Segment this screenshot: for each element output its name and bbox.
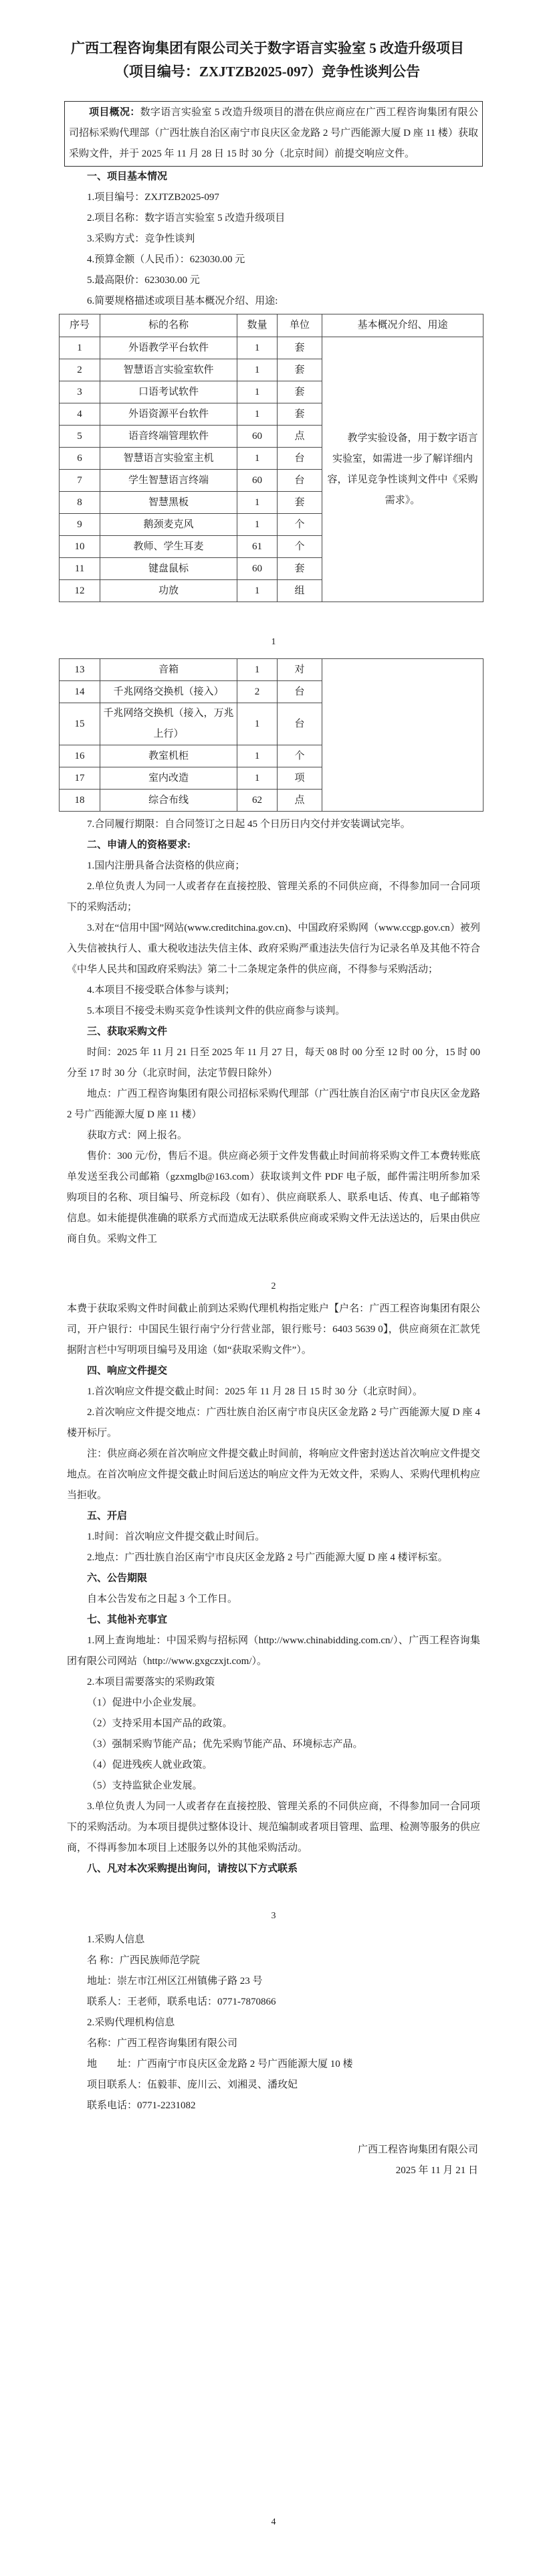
section7-policy5: （5）支持监狱企业发展。 <box>87 1780 203 1791</box>
cell-name: 外语资源平台软件 <box>100 403 237 426</box>
cell-qty: 60 <box>237 470 278 492</box>
cell-unit: 个 <box>278 536 322 558</box>
section3-method: 获取方式：网上报名。 <box>87 1130 188 1141</box>
cell-name: 综合布线 <box>100 790 237 812</box>
cell-no: 5 <box>60 426 100 448</box>
signature-date: 2025 年 11 月 21 日 <box>395 2165 478 2176</box>
section2-item4: 4.本项目不接受联合体参与谈判； <box>87 985 235 996</box>
cell-name: 功放 <box>100 580 237 602</box>
section1-item-price-cap: 5.最高限价：623030.00 元 <box>87 275 200 286</box>
cell-name: 外语教学平台软件 <box>100 337 237 359</box>
cell-qty: 62 <box>237 790 278 812</box>
page-number-2: 2 <box>271 1281 276 1291</box>
cell-unit: 项 <box>278 767 322 790</box>
section6-heading: 六、公告期限 <box>87 1573 148 1584</box>
merged-empty-cell <box>322 659 484 812</box>
page-number-4: 4 <box>271 2517 276 2527</box>
section1-item-project-name: 2.项目名称：数字语言实验室 5 改造升级项目 <box>87 213 286 223</box>
section7-heading: 七、其他补充事宜 <box>87 1615 168 1625</box>
cell-no: 2 <box>60 359 100 381</box>
section3-time: 时间：2025 年 11 月 21 日至 2025 年 11 月 27 日，每天 08 时 00 分至 12 时 00 分，15 时 00 分至 17 时 30 分（北京时间，法定节假日除外） <box>67 1047 480 1079</box>
page-number-1: 1 <box>271 637 276 647</box>
section7-item2: 2.本项目需要落实的采购政策 <box>87 1677 215 1687</box>
section2-heading: 二、申请人的资格要求: <box>87 840 191 850</box>
section7-policy2: （2）支持采用本国产品的政策。 <box>87 1718 233 1729</box>
section4-item2: 2.首次响应文件提交地点：广西壮族自治区南宁市良庆区金龙路 2 号广西能源大厦 D 座 4 楼开标厅。 <box>67 1407 480 1439</box>
section3-price-part1: 售价：300 元/份，售后不退。供应商必须于文件发售截止时间前将采购文件工本费转账底单发送至我公司邮箱（gzxmglb@163.com）获取谈判文件 PDF 电子版，邮件需注明所参加采购项目的名称、项目编号、所竞标段（如有）、供应商联系人、联系电话、传真、电子邮箱等信息。如未能提供准确的联系方式而造成无法联系供应商或采购文件无法送达的，后果由供应商自负。采购文件工 <box>67 1151 480 1245</box>
document-page <box>0 37 535 2576</box>
cell-name: 键盘鼠标 <box>100 558 237 580</box>
section3-price-part2: 本费于获取采购文件时间截止前到达采购代理机构指定账户【户名：广西工程咨询集团有限公司，开户银行：中国民生银行南宁分行营业部，银行账号：6403 5639 0】，供应商须在汇款凭据附言栏中写明项目编号及用途（如“获取采购文件”）。 <box>67 1303 480 1356</box>
cell-no: 1 <box>60 337 100 359</box>
cell-qty: 1 <box>237 703 278 745</box>
cell-name: 口语考试软件 <box>100 381 237 403</box>
section2-item5: 5.本项目不接受未购买竞争性谈判文件的供应商参与谈判。 <box>87 1006 346 1016</box>
col-header-name: 标的名称 <box>100 314 237 337</box>
cell-unit: 点 <box>278 426 322 448</box>
buyer-contact: 联系人：王老师，联系电话：0771-7870866 <box>87 1997 276 2007</box>
cell-no: 17 <box>60 767 100 790</box>
section5-item2: 2.地点：广西壮族自治区南宁市良庆区金龙路 2 号广西能源大厦 D 座 4 楼评标室。 <box>87 1552 448 1563</box>
page-number-3: 3 <box>271 1911 276 1921</box>
cell-unit: 个 <box>278 514 322 536</box>
col-header-no: 序号 <box>60 314 100 337</box>
cell-name: 智慧黑板 <box>100 492 237 514</box>
cell-qty: 1 <box>237 745 278 767</box>
cell-name: 音箱 <box>100 659 237 681</box>
cell-qty: 1 <box>237 767 278 790</box>
section1-item-project-no: 1.项目编号：ZXJTZB2025-097 <box>87 192 219 203</box>
section8-heading: 八、凡对本次采购提出询问，请按以下方式联系 <box>87 1863 298 1874</box>
cell-unit: 组 <box>278 580 322 602</box>
buyer-name: 名 称：广西民族师范学院 <box>87 1955 200 1966</box>
cell-unit: 点 <box>278 790 322 812</box>
cell-qty: 1 <box>237 448 278 470</box>
cell-no: 10 <box>60 536 100 558</box>
cell-unit: 个 <box>278 745 322 767</box>
cell-no: 13 <box>60 659 100 681</box>
cell-qty: 60 <box>237 426 278 448</box>
page-title-line1: 广西工程咨询集团有限公司关于数字语言实验室 5 改造升级项目 <box>71 40 464 56</box>
cell-no: 11 <box>60 558 100 580</box>
cell-no: 7 <box>60 470 100 492</box>
cell-no: 16 <box>60 745 100 767</box>
section4-item1: 1.首次响应文件提交截止时间：2025 年 11 月 28 日 15 时 30 分（北京时间）。 <box>87 1386 423 1397</box>
cell-no: 14 <box>60 681 100 703</box>
col-header-unit: 单位 <box>278 314 322 337</box>
col-header-desc: 基本概况介绍、用途 <box>322 314 484 337</box>
section2-item2: 2.单位负责人为同一人或者存在直接控股、管理关系的不同供应商，不得参加同一合同项下的采购活动； <box>67 881 480 913</box>
section2-item3: 3.对在“信用中国”网站(www.creditchina.gov.cn)、中国政府采购网（www.ccgp.gov.cn）被列入失信被执行人、重大税收违法失信主体、政府采购严重违法失信行为记录名单及其他不符合《中华人民共和国政府采购法》第二十二条规定条件的供应商，不得参与采购活动； <box>67 923 480 975</box>
cell-name: 智慧语言实验室主机 <box>100 448 237 470</box>
cell-qty: 1 <box>237 403 278 426</box>
project-overview-box <box>64 101 483 167</box>
section7-item1: 1.网上查询地址：中国采购与招标网（http://www.chinabidding.com.cn/）、广西工程咨询集团有限公司网站（http://www.gxgczxjt.com/）。 <box>67 1635 480 1667</box>
agency-name: 名称：广西工程咨询集团有限公司 <box>87 2038 238 2049</box>
project-overview-paragraph <box>69 102 478 165</box>
cell-name: 千兆网络交换机（接入，万兆上行） <box>100 703 237 745</box>
project-overview-text: 数字语言实验室 5 改造升级项目的潜在供应商应在广西工程咨询集团有限公司招标采购代理部（广西壮族自治区南宁市良庆区金龙路 2 号广西能源大厦 D 座 11 楼）获取采购文件，并于 2025 年 11 月 28 日 15 时 30 分（北京时间）前提交响应文件。 <box>69 107 478 159</box>
cell-unit: 套 <box>278 558 322 580</box>
cell-unit: 套 <box>278 337 322 359</box>
table-row <box>60 659 484 681</box>
cell-unit: 对 <box>278 659 322 681</box>
signature-company: 广西工程咨询集团有限公司 <box>357 2144 478 2155</box>
cell-unit: 套 <box>278 492 322 514</box>
buyer-info-heading: 1.采购人信息 <box>87 1934 145 1945</box>
cell-qty: 1 <box>237 337 278 359</box>
section1-heading: 一、项目基本情况 <box>87 171 168 182</box>
section1-item-method: 3.采购方式：竞争性谈判 <box>87 234 195 244</box>
cell-name: 学生智慧语言终端 <box>100 470 237 492</box>
cell-no: 9 <box>60 514 100 536</box>
section5-heading: 五、开启 <box>87 1511 128 1522</box>
cell-qty: 1 <box>237 514 278 536</box>
agency-address: 地 址：广西南宁市良庆区金龙路 2 号广西能源大厦 10 楼 <box>87 2059 353 2069</box>
merged-note-cell: 教学实验设备，用于数字语言实验室，如需进一步了解详细内容，详见竞争性谈判文件中《采购需求》。 <box>322 337 484 602</box>
cell-qty: 1 <box>237 381 278 403</box>
section5-item1: 1.时间：首次响应文件提交截止时间后。 <box>87 1532 265 1542</box>
cell-name: 教师、学生耳麦 <box>100 536 237 558</box>
agency-phone: 联系电话：0771-2231082 <box>87 2100 196 2111</box>
cell-no: 15 <box>60 703 100 745</box>
section7-policy3: （3）强制采购节能产品；优先采购节能产品、环境标志产品。 <box>87 1739 363 1750</box>
cell-unit: 台 <box>278 448 322 470</box>
cell-qty: 60 <box>237 558 278 580</box>
section1-item-budget: 4.预算金额（人民币）：623030.00 元 <box>87 254 245 265</box>
cell-no: 8 <box>60 492 100 514</box>
cell-no: 12 <box>60 580 100 602</box>
agency-contact: 项目联系人：伍毅菲、庞川云、刘湘灵、潘玫妃 <box>87 2080 298 2090</box>
cell-unit: 台 <box>278 470 322 492</box>
cell-qty: 61 <box>237 536 278 558</box>
section6-body: 自本公告发布之日起 3 个工作日。 <box>87 1594 238 1604</box>
section4-note: 注：供应商必须在首次响应文件提交截止时间前，将响应文件密封送达首次响应文件提交地点。在首次响应文件提交截止时间后送达的响应文件为无效文件，采购人、采购代理机构应当拒收。 <box>67 1449 480 1501</box>
cell-no: 6 <box>60 448 100 470</box>
cell-unit: 套 <box>278 381 322 403</box>
agency-info-heading: 2.采购代理机构信息 <box>87 2017 175 2028</box>
goods-table-part1 <box>59 314 484 602</box>
cell-qty: 1 <box>237 659 278 681</box>
cell-no: 18 <box>60 790 100 812</box>
cell-name: 智慧语言实验室软件 <box>100 359 237 381</box>
cell-qty: 1 <box>237 359 278 381</box>
cell-no: 4 <box>60 403 100 426</box>
cell-name: 千兆网络交换机（接入） <box>100 681 237 703</box>
section7-policy1: （1）促进中小企业发展。 <box>87 1697 203 1708</box>
cell-name: 教室机柜 <box>100 745 237 767</box>
cell-unit: 套 <box>278 403 322 426</box>
section4-heading: 四、响应文件提交 <box>87 1366 168 1376</box>
page-title-line2: （项目编号：ZXJTZB2025-097）竞争性谈判公告 <box>114 64 421 80</box>
cell-qty: 2 <box>237 681 278 703</box>
buyer-address: 地址：崇左市江州区江州镇佛子路 23 号 <box>87 1976 263 1987</box>
cell-qty: 1 <box>237 580 278 602</box>
cell-name: 鹅颈麦克风 <box>100 514 237 536</box>
cell-unit: 台 <box>278 681 322 703</box>
section7-policy4: （4）促进残疾人就业政策。 <box>87 1760 213 1770</box>
cell-unit: 套 <box>278 359 322 381</box>
section3-heading: 三、获取采购文件 <box>87 1026 168 1037</box>
col-header-qty: 数量 <box>237 314 278 337</box>
page-title <box>0 37 535 84</box>
section1-item-contract-term: 7.合同履行期限：自合同签订之日起 45 个日历日内交付并安装调试完毕。 <box>87 819 411 830</box>
cell-name: 室内改造 <box>100 767 237 790</box>
cell-no: 3 <box>60 381 100 403</box>
cell-name: 语音终端管理软件 <box>100 426 237 448</box>
table-row <box>60 337 484 359</box>
goods-table-header-row <box>60 314 484 337</box>
project-overview-label: 项目概况： <box>89 107 140 118</box>
section7-item3: 3.单位负责人为同一人或者存在直接控股、管理关系的不同供应商，不得参加同一合同项下的采购活动。为本项目提供过整体设计、规范编制或者项目管理、监理、检测等服务的供应商，不得再参加本项目上述服务以外的其他采购活动。 <box>67 1801 480 1853</box>
section3-place: 地点：广西工程咨询集团有限公司招标采购代理部（广西壮族自治区南宁市良庆区金龙路 2 号广西能源大厦 D 座 11 楼） <box>67 1089 480 1120</box>
cell-qty: 1 <box>237 492 278 514</box>
cell-unit: 台 <box>278 703 322 745</box>
goods-table-part2 <box>59 658 484 812</box>
section2-item1: 1.国内注册具备合法资格的供应商； <box>87 860 245 871</box>
section1-item-spec-intro: 6.简要规格描述或项目基本概况介绍、用途: <box>87 296 278 306</box>
